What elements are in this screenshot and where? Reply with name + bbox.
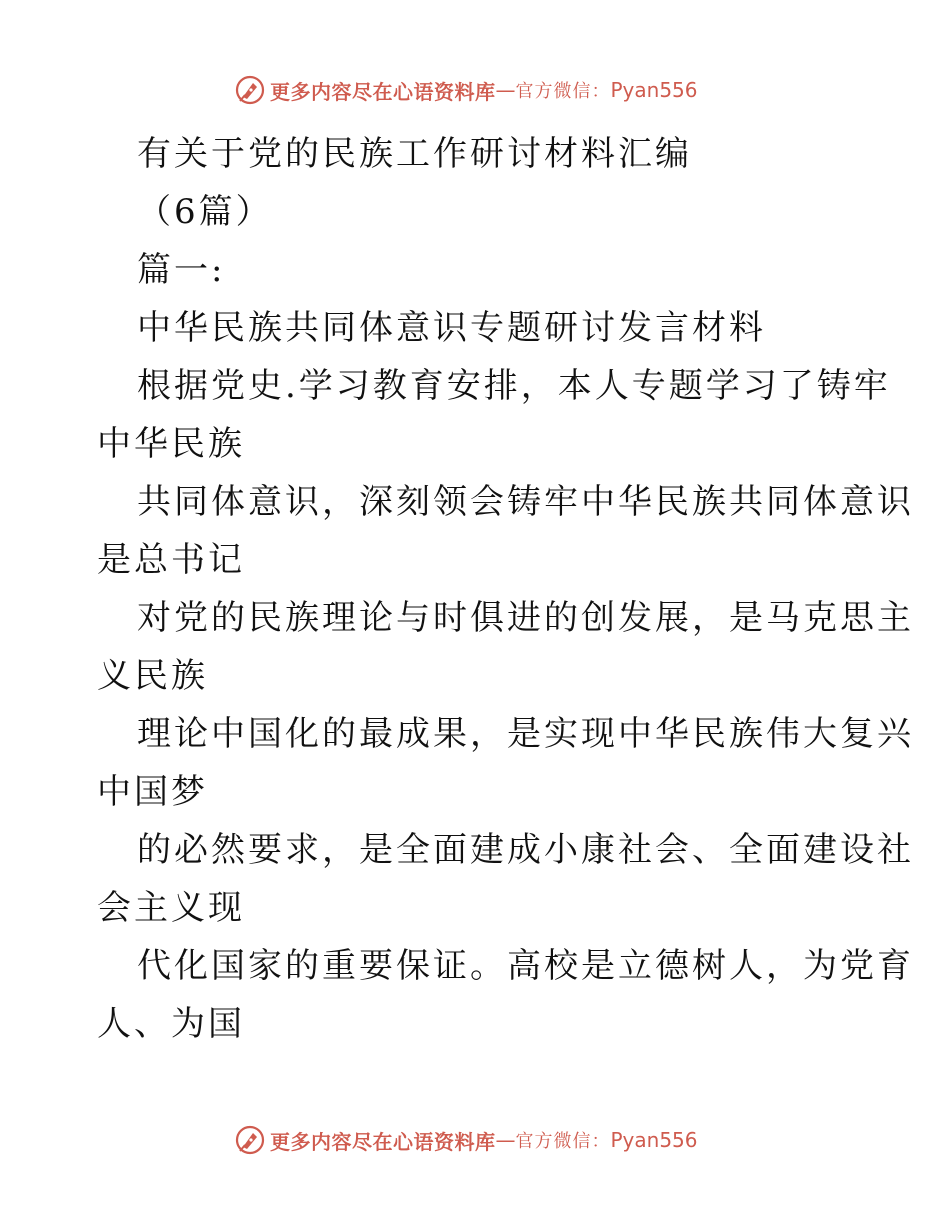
document-body bbox=[97, 125, 914, 1053]
watermark-wechat-label: 官方微信： bbox=[515, 1131, 611, 1152]
paragraph-line: 人、为国 bbox=[97, 1004, 245, 1044]
footer-watermark bbox=[234, 1123, 698, 1157]
watermark-wechat-id: Pyan556 bbox=[610, 1128, 698, 1152]
paragraph-line: 义民族 bbox=[97, 656, 208, 696]
paragraph-line: 理论中国化的最成果，是实现中华民族伟大复兴 bbox=[137, 714, 914, 754]
pen-nib-logo-icon bbox=[234, 1124, 266, 1156]
section-label: 篇一: bbox=[137, 250, 226, 290]
watermark-site-text: 更多内容尽在心语资料库 bbox=[270, 79, 496, 104]
document-count: （6篇） bbox=[137, 192, 273, 232]
document-title: 有关于党的民族工作研讨材料汇编 bbox=[137, 134, 692, 174]
paragraph-line: 是总书记 bbox=[97, 540, 245, 580]
section-subtitle: 中华民族共同体意识专题研讨发言材料 bbox=[137, 308, 766, 348]
watermark-site-text: 更多内容尽在心语资料库 bbox=[270, 1129, 496, 1154]
paragraph-line: 中华民族 bbox=[97, 424, 245, 464]
watermark-wechat-label: 官方微信： bbox=[515, 81, 611, 102]
paragraph-line: 代化国家的重要保证。高校是立德树人，为党育 bbox=[137, 946, 914, 986]
watermark-dash: — bbox=[495, 1128, 516, 1152]
watermark-wechat-id: Pyan556 bbox=[610, 78, 698, 102]
watermark-dash: — bbox=[495, 78, 516, 102]
paragraph-line: 共同体意识，深刻领会铸牢中华民族共同体意识 bbox=[137, 482, 914, 522]
paragraph-line: 的必然要求，是全面建成小康社会、全面建设社 bbox=[137, 830, 914, 870]
paragraph-line: 根据党史.学习教育安排，本人专题学习了铸牢 bbox=[137, 366, 891, 406]
header-watermark bbox=[234, 73, 698, 107]
pen-nib-logo-icon bbox=[234, 74, 266, 106]
paragraph-line: 会主义现 bbox=[97, 888, 245, 928]
paragraph-line: 中国梦 bbox=[97, 772, 208, 812]
paragraph-line: 对党的民族理论与时俱进的创发展，是马克思主 bbox=[137, 598, 914, 638]
